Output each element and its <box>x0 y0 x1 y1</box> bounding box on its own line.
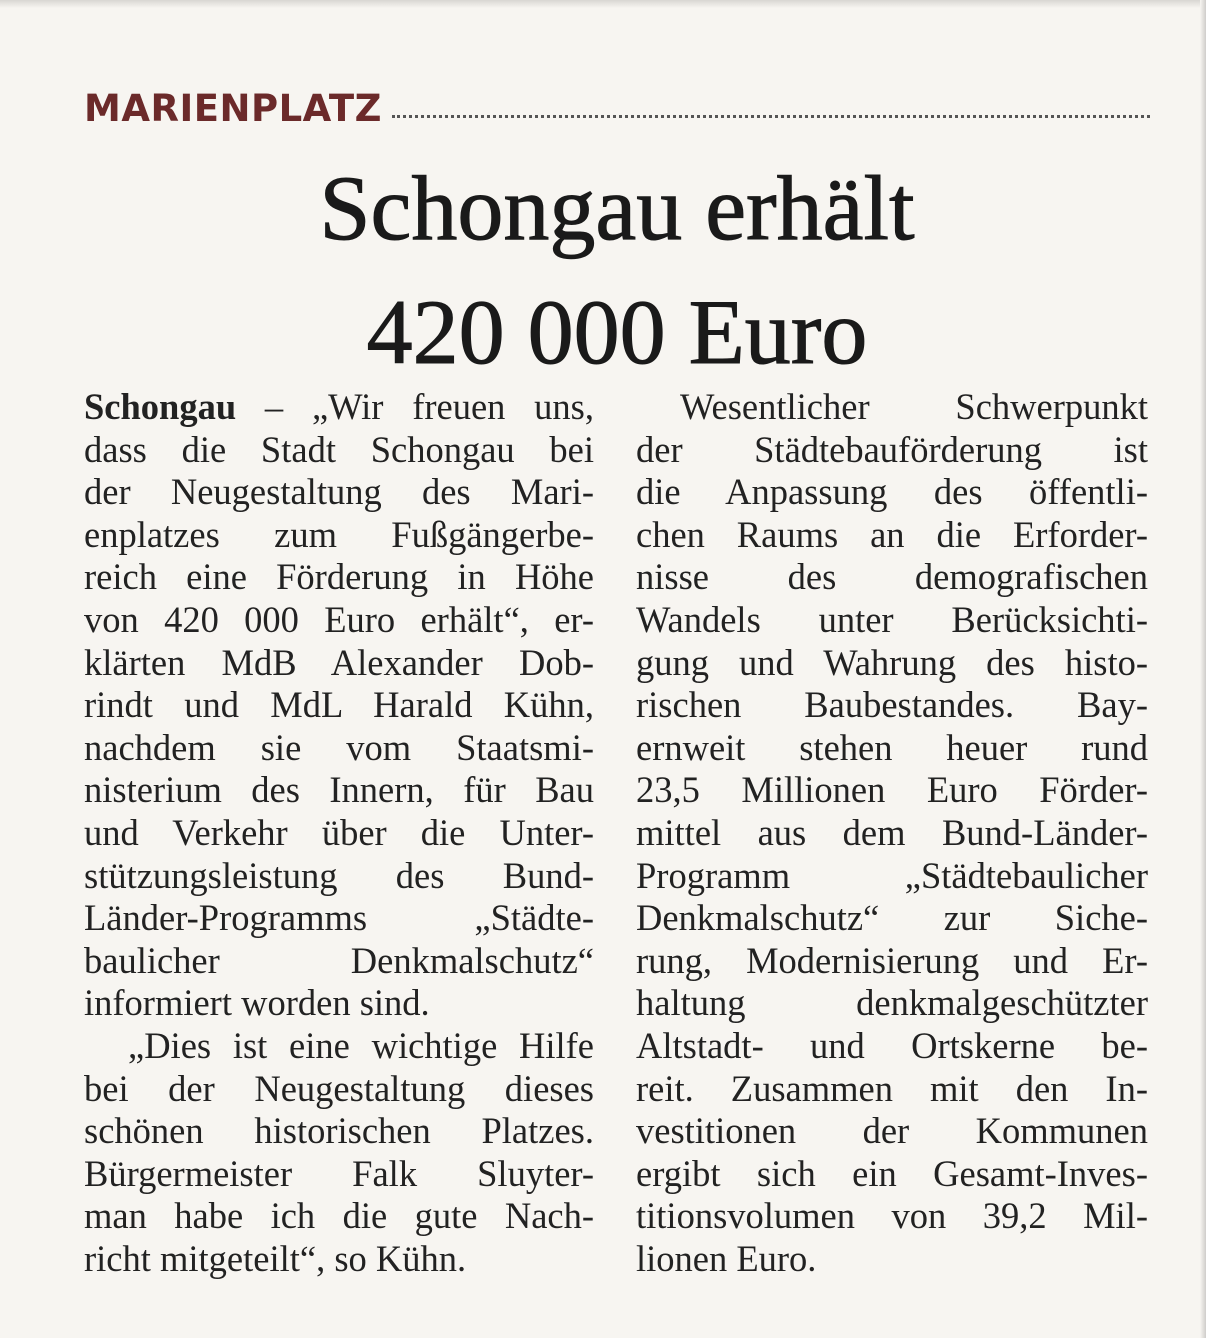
body-line: reit. Zusammen mit den In- <box>636 1067 1148 1109</box>
body-line: reich eine Förderung in Höhe <box>84 556 594 598</box>
body-line: nisse des demografischen <box>636 556 1148 598</box>
body-line: richt mitgeteilt“, so Kühn. <box>84 1237 467 1279</box>
body-line: 23,5 Millionen Euro Förder- <box>636 769 1148 811</box>
body-line: vestitionen der Kommunen <box>636 1110 1148 1152</box>
body-line: rischen Baubestandes. Bay- <box>636 684 1148 726</box>
body-line: von 420 000 Euro erhält“, er- <box>84 598 594 640</box>
body-line: Länder-Programms „Städte- <box>84 897 594 939</box>
body-line: Programm „Städtebaulicher <box>636 854 1148 896</box>
body-line: titionsvolumen von 39,2 Mil- <box>636 1195 1148 1237</box>
body-line: Wandels unter Berücksichti- <box>636 598 1148 640</box>
body-line: Denkmalschutz“ zur Siche- <box>636 897 1148 939</box>
body-line: bei der Neugestaltung dieses <box>84 1067 594 1109</box>
body-line: Wesentlicher Schwerpunkt <box>680 386 1148 427</box>
kicker-row <box>84 84 1150 132</box>
body-line: der Städtebauförderung ist <box>636 428 1148 470</box>
body-line: klärten MdB Alexander Dob- <box>84 641 594 683</box>
body-line: lionen Euro. <box>636 1237 817 1279</box>
body-line: „Dies ist eine wichtige Hilfe <box>128 1024 594 1066</box>
headline <box>84 146 1150 394</box>
body-line: ernweit stehen heuer rund <box>636 726 1148 768</box>
article-column-left <box>84 386 594 1280</box>
body-line: dass die Stadt Schongau bei <box>84 428 594 470</box>
body-line: schönen historischen Platzes. <box>84 1110 594 1152</box>
body-line <box>84 386 594 429</box>
headline-line: 420 000 Euro <box>366 281 868 383</box>
body-line: gung und Wahrung des histo- <box>636 641 1148 683</box>
body-line: man habe ich die gute Nach- <box>84 1195 594 1237</box>
body-line: chen Raums an die Erforder- <box>636 513 1148 555</box>
body-line: die Anpassung des öffentli- <box>636 471 1148 513</box>
body-line: rung, Modernisierung und Er- <box>636 939 1148 981</box>
body-line: nachdem sie vom Staatsmi- <box>84 726 594 768</box>
body-line: baulicher Denkmalschutz“ <box>84 939 594 981</box>
dateline: Schongau <box>84 386 237 427</box>
body-line: Bürgermeister Falk Sluyter- <box>84 1152 594 1194</box>
body-line: rindt und MdL Harald Kühn, <box>84 684 594 726</box>
body-line: enplatzes zum Fußgängerbe- <box>84 513 594 555</box>
body-line: der Neugestaltung des Mari- <box>84 471 594 513</box>
body-line: nisterium des Innern, für Bau <box>84 769 594 811</box>
article-column-right <box>636 386 1148 1280</box>
dotted-rule <box>392 115 1150 118</box>
body-line: ergibt sich ein Gesamt-Inves- <box>636 1152 1148 1194</box>
headline-line: Schongau erhält <box>319 157 915 259</box>
body-line: Altstadt- und Ortskerne be- <box>636 1024 1148 1066</box>
body-line: stützungsleistung des Bund- <box>84 854 594 896</box>
body-line: haltung denkmalgeschützter <box>636 982 1148 1024</box>
paper-edge-top <box>0 0 1206 8</box>
body-line: mittel aus dem Bund-Länder- <box>636 811 1148 853</box>
body-line-text: – „Wir freuen uns, <box>236 386 594 427</box>
paper-edge-right <box>1200 0 1206 1338</box>
body-line: und Verkehr über die Unter- <box>84 811 594 853</box>
section-kicker: MARIENPLATZ <box>84 86 382 130</box>
body-line: informiert worden sind. <box>84 982 430 1024</box>
